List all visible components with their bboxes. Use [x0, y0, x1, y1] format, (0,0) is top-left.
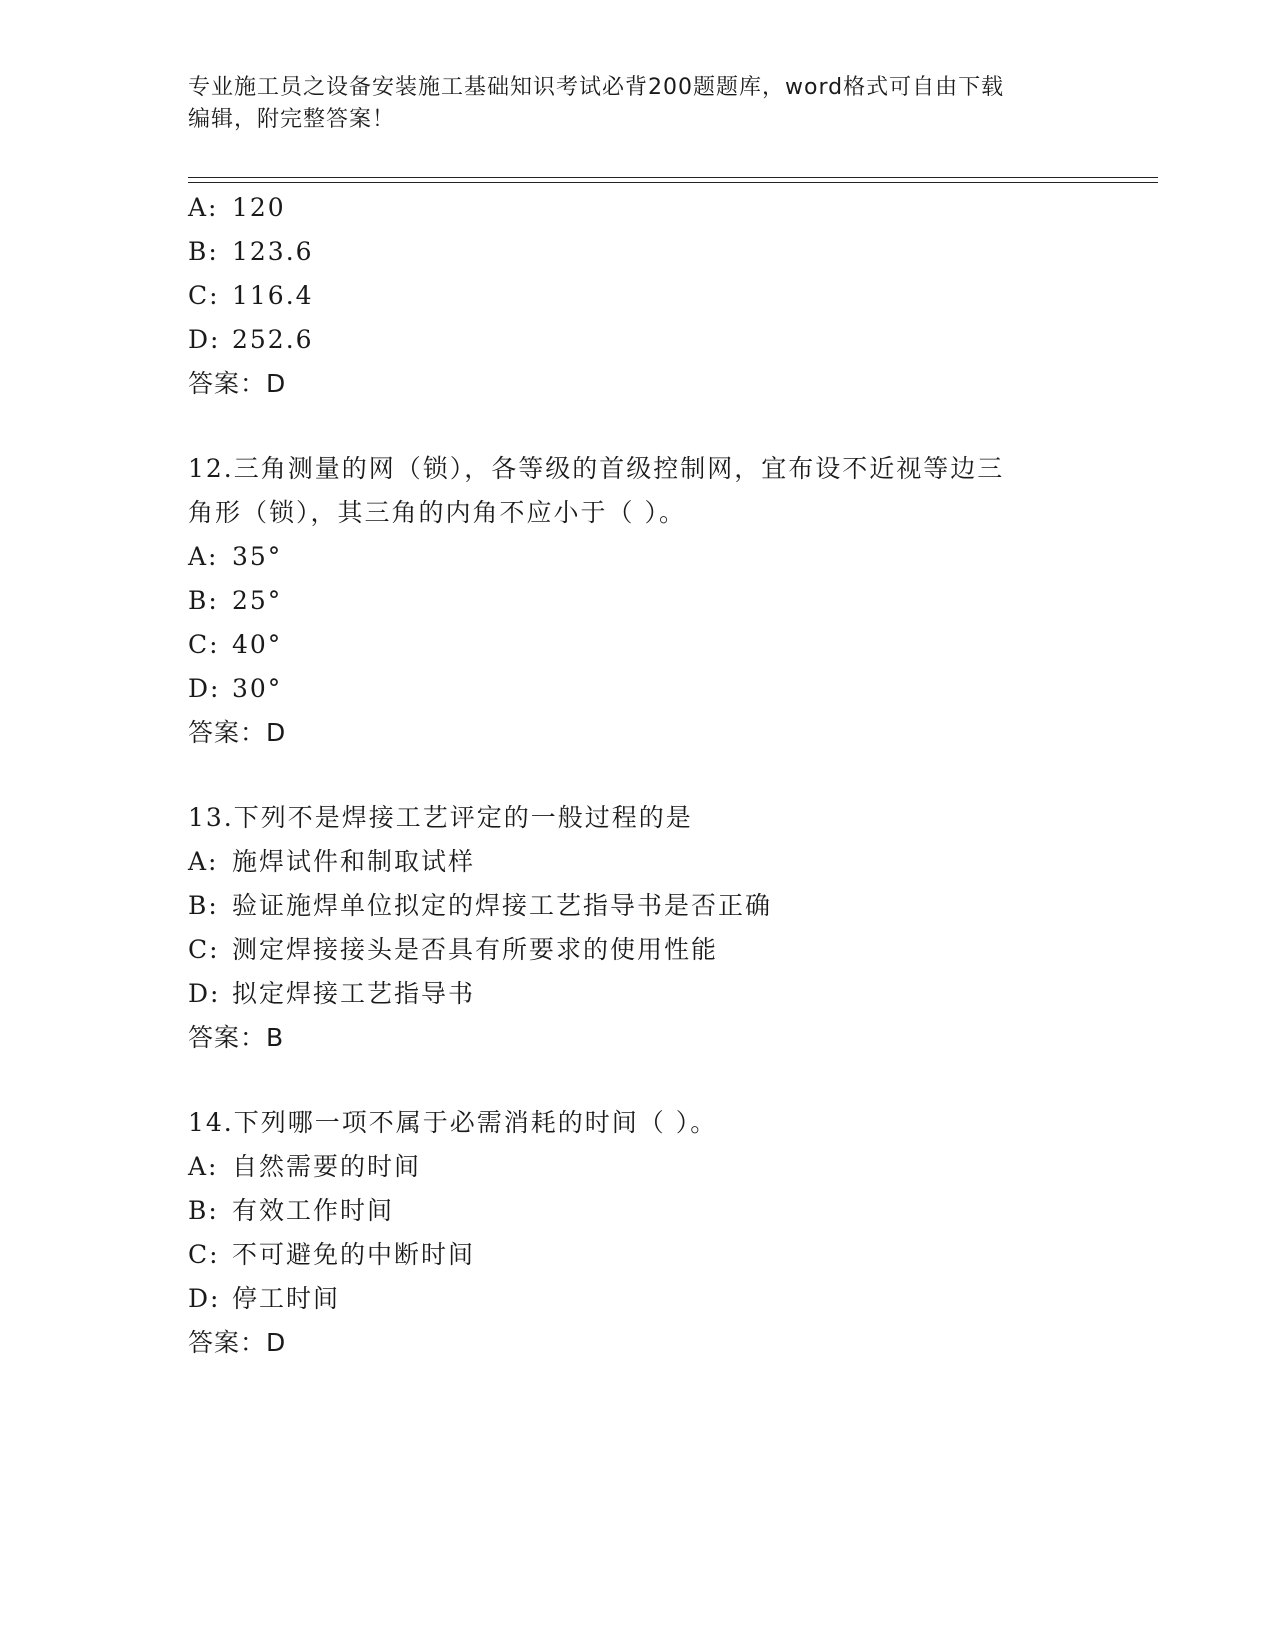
option-b — [188, 889, 772, 923]
question-text: 14.下列哪一项不属于必需消耗的时间（ ）。 — [188, 1108, 718, 1137]
option-d — [188, 672, 282, 706]
option-d — [188, 977, 475, 1011]
option-label: D: — [188, 325, 221, 354]
option-label: B: — [188, 1196, 219, 1225]
option-d — [188, 1282, 340, 1316]
option-label: B: — [188, 891, 219, 920]
option-d — [188, 323, 314, 357]
option-text: 40° — [232, 630, 283, 659]
option-label: C: — [188, 281, 220, 310]
option-text: 252.6 — [232, 325, 314, 354]
header-title-line-2: 编辑，附完整答案！ — [188, 107, 396, 132]
header-divider-bottom — [188, 182, 1158, 183]
option-text: 116.4 — [232, 281, 314, 310]
option-label: B: — [188, 237, 219, 266]
option-label: C: — [188, 630, 220, 659]
header-title-line-1: 专业施工员之设备安装施工基础知识考试必背200题题库，word格式可自由下载 — [188, 75, 1005, 100]
option-text: 验证施焊单位拟定的焊接工艺指导书是否正确 — [232, 891, 773, 920]
option-a — [188, 845, 475, 879]
option-c — [188, 933, 718, 967]
option-label: D: — [188, 674, 221, 703]
option-label: D: — [188, 1284, 221, 1313]
option-label: A: — [188, 193, 219, 222]
option-label: C: — [188, 1240, 220, 1269]
question-text-line-1: 12.三角测量的网（锁），各等级的首级控制网，宜布设不近视等边三 — [188, 454, 1005, 483]
option-label: A: — [188, 542, 219, 571]
option-a — [188, 540, 282, 574]
option-text: 123.6 — [232, 237, 314, 266]
question-text-line-2: 角形（锁），其三角的内角不应小于（ ）。 — [188, 498, 686, 527]
option-label: D: — [188, 979, 221, 1008]
option-text: 120 — [232, 193, 286, 222]
option-c — [188, 279, 314, 313]
option-label: C: — [188, 935, 220, 964]
option-text: 25° — [232, 586, 283, 615]
option-text: 35° — [232, 542, 283, 571]
option-text: 测定焊接接头是否具有所要求的使用性能 — [232, 935, 719, 964]
option-c — [188, 1238, 475, 1272]
option-label: A: — [188, 847, 219, 876]
answer-line: 答案：D — [188, 369, 287, 398]
option-a — [188, 191, 286, 225]
option-a — [188, 1150, 421, 1184]
option-text: 有效工作时间 — [232, 1196, 395, 1225]
option-b — [188, 235, 314, 269]
option-text: 停工时间 — [232, 1284, 341, 1313]
option-c — [188, 628, 282, 662]
answer-line: 答案：D — [188, 1328, 287, 1357]
option-text: 30° — [232, 674, 283, 703]
option-text: 拟定焊接工艺指导书 — [232, 979, 476, 1008]
option-text: 施焊试件和制取试样 — [232, 847, 476, 876]
option-label: B: — [188, 586, 219, 615]
option-text: 自然需要的时间 — [232, 1152, 422, 1181]
question-text: 13.下列不是焊接工艺评定的一般过程的是 — [188, 803, 693, 832]
answer-line: 答案：B — [188, 1023, 285, 1052]
answer-line: 答案：D — [188, 718, 287, 747]
option-label: A: — [188, 1152, 219, 1181]
header-divider-top — [188, 177, 1158, 178]
option-b — [188, 584, 282, 618]
option-b — [188, 1194, 394, 1228]
option-text: 不可避免的中断时间 — [232, 1240, 476, 1269]
document-header — [188, 72, 1068, 136]
